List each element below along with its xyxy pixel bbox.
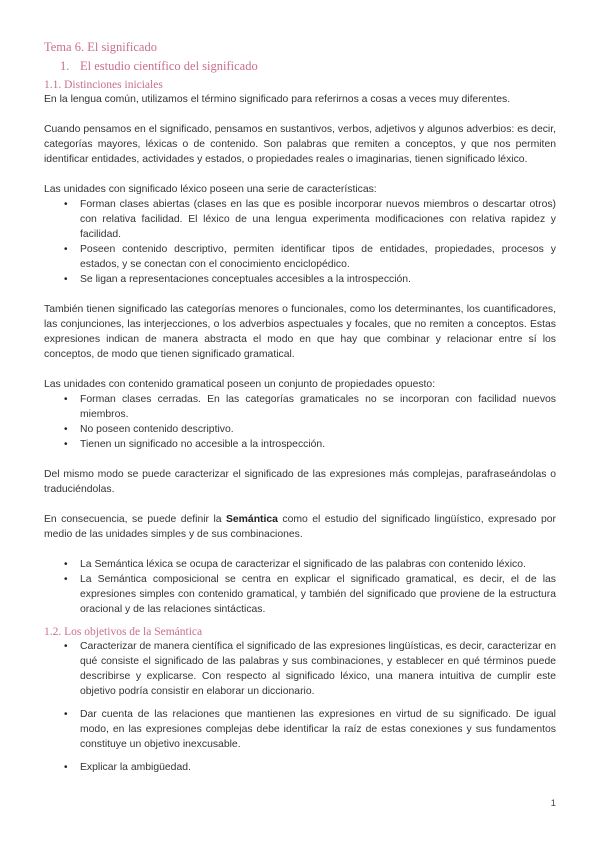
bullet-list xyxy=(44,197,556,287)
theme-title: Tema 6. El significado xyxy=(44,40,157,54)
bullet-list xyxy=(44,392,556,452)
paragraph: También tienen significado las categorías menores o funcionales, como los determinantes, los cuantificadores, las conjunciones, las interjecciones, o los adverbios aspectuales y focales, que no remiten a conceptos. Estas expresiones indican de manera abstracta el modo en que hay que combinar y relacionar entre sí los conceptos, de modo que tienen significado gramatical. xyxy=(44,304,556,360)
list-item: • Forman clases cerradas. En las categorías gramaticales no se incorporan con facilidad nuevos miembros. xyxy=(64,394,556,420)
section-title: El estudio científico del significado xyxy=(80,59,258,73)
semantica-term: Semántica xyxy=(225,514,278,525)
bullet-icon: • xyxy=(64,709,68,720)
bullet-icon: • xyxy=(64,394,68,405)
list-item: • Poseen contenido descriptivo, permiten identificar tipos de entidades, propiedades, procesos y estados, y se conectan con el conocimiento enciclopédico. xyxy=(64,244,556,270)
bullet-list xyxy=(44,639,556,775)
bullet-icon: • xyxy=(64,574,68,585)
page-number: 1 xyxy=(550,798,556,809)
list-item: • Forman clases abiertas (clases en las que es posible incorporar nuevos miembros o descartar otros) con relativa facilidad. El léxico de una lengua experimenta modificaciones con relativa rapidez y facilidad. xyxy=(64,199,556,240)
bullet-icon: • xyxy=(64,559,68,570)
list-item: • Tienen un significado no accesible a la introspección. xyxy=(64,439,326,450)
bullet-icon: • xyxy=(64,424,68,435)
list-item: • Se ligan a representaciones conceptuales accesibles a la introspección. xyxy=(64,274,411,285)
paragraph: Las unidades con contenido gramatical poseen un conjunto de propiedades opuesto: xyxy=(44,379,436,390)
paragraph: En la lengua común, utilizamos el término significado para referirnos a cosas a veces muy diferentes. xyxy=(44,94,511,105)
list-item: • Dar cuenta de las relaciones que mantienen las expresiones en virtud de su significado. De igual modo, en las expresiones complejas debe identificar la raíz de estas conexiones y sus fundamentos constituye un objetivo inexcusable. xyxy=(64,709,556,750)
bullet-icon: • xyxy=(64,439,68,450)
paragraph: Cuando pensamos en el significado, pensamos en sustantivos, verbos, adjetivos y algunos adverbios: es decir, categorías mayores, léxicas o de contenido. Son palabras que remiten a conceptos, y que nos permiten identificar entidades, actividades y estados, o propiedades reales o imaginarias, tienen significado léxico. xyxy=(44,124,556,165)
section-number: 1. xyxy=(60,59,70,73)
subsection-heading-1-2: 1.2. Los objetivos de la Semántica xyxy=(44,626,203,638)
list-item: • Explicar la ambigüedad. xyxy=(64,762,191,773)
list-item: • La Semántica léxica se ocupa de caracterizar el significado de las palabras con contenido léxico. xyxy=(64,559,526,570)
list-item: • La Semántica composicional se centra en explicar el significado gramatical, es decir, el de las expresiones simples con contenido gramatical, y también del significado que proviene de la estructura oracional y de las relaciones sintácticas. xyxy=(64,574,556,615)
subsection-heading-1-1: 1.1. Distinciones iniciales xyxy=(44,79,163,91)
bullet-icon: • xyxy=(64,274,68,285)
paragraph: Las unidades con significado léxico poseen una serie de características: xyxy=(44,184,377,195)
bullet-icon: • xyxy=(64,244,68,255)
list-item: • Caracterizar de manera científica el significado de las expresiones lingüísticas, es decir, caracterizar en qué consiste el significado de las palabras y sus combinaciones, y establecer en qué términos puede describirse y explicarse. Con respecto al significado léxico, una manera intuitiva de cumplir este objetivo podría consistir en elaborar un diccionario. xyxy=(64,641,556,697)
bullet-icon: • xyxy=(64,199,68,210)
section-heading xyxy=(44,59,556,74)
list-item: • No poseen contenido descriptivo. xyxy=(64,424,234,435)
paragraph: Del mismo modo se puede caracterizar el significado de las expresiones más complejas, parafraseándolas o traduciéndolas. xyxy=(44,469,556,495)
paragraph-semantica-definition: En consecuencia, se puede definir la Semántica como el estudio del significado lingüístico, expresado por medio de las unidades simples y de sus combinaciones. xyxy=(44,514,556,540)
bullet-icon: • xyxy=(64,641,68,652)
bullet-icon: • xyxy=(64,762,68,773)
bullet-list xyxy=(44,557,556,617)
page-content xyxy=(44,40,556,775)
